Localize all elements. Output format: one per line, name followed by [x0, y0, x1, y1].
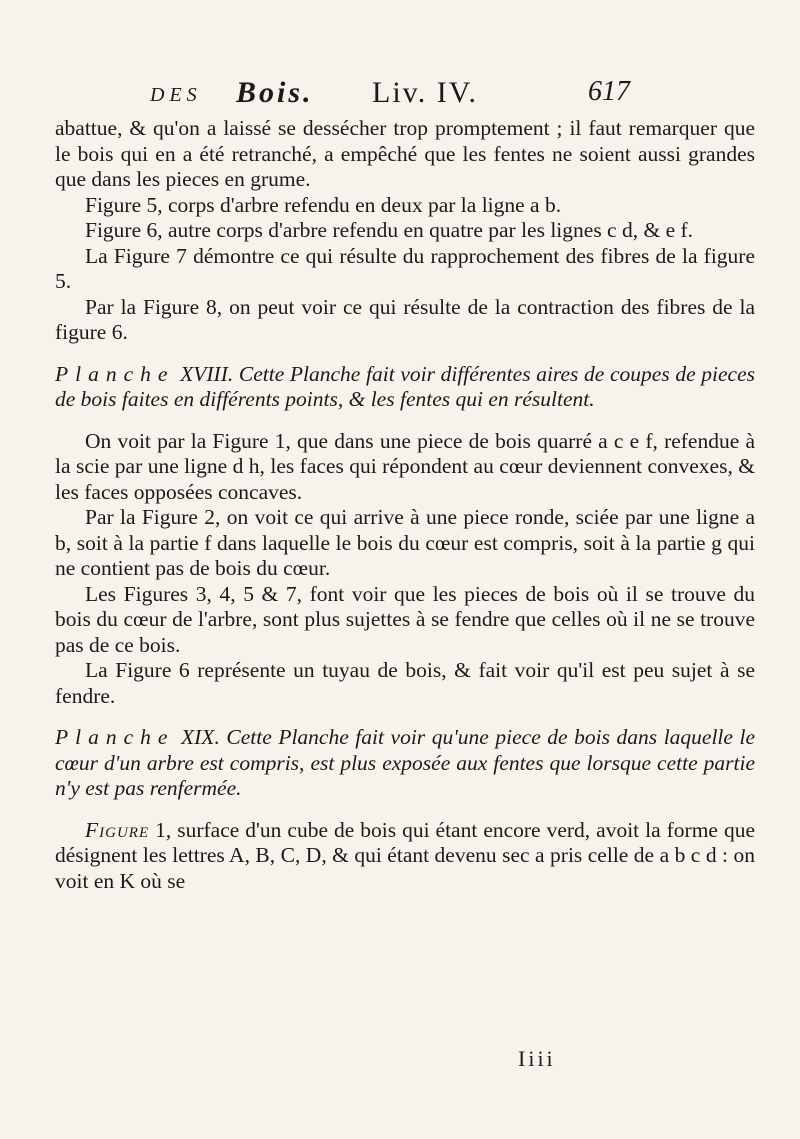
page-body [55, 116, 755, 894]
paragraph: Figure 6, autre corps d'arbre refendu en quatre par les lignes c d, & e f. [85, 218, 694, 242]
paragraph: Figure 5, corps d'arbre refendu en deux par la ligne a b. [85, 192, 562, 217]
plate-label: Planche [55, 725, 175, 749]
plate-xix-caption [55, 725, 755, 802]
paragraph: abattue, & qu'on a laissé se dessécher trop promptement ; il faut remarquer que le bois qui en a été retranché, a empêché que les fentes ne soient aussi grandes que dans les pieces en grume. [55, 116, 755, 191]
plate-description: Cette Planche fait voir différentes aires de coupes de pieces de bois faites en différents points, & les fentes qui en résultent. [55, 361, 756, 411]
paragraph-figure-1 [55, 818, 755, 895]
plate-description: Cette Planche fait voir qu'une piece de bois dans laquelle le cœur d'un arbre est compris, est plus exposée aux fentes que lorsque cette partie n'y est pas renfermée. [55, 725, 756, 800]
header-des: DES [150, 84, 202, 106]
paragraph: Par la Figure 2, on voit ce qui arrive à une piece ronde, sciée par une ligne a b, soit à la partie f dans laquelle le bois du cœur est compris, soit à la partie g qui ne contient pas de bois du cœur. [55, 505, 755, 580]
paragraph: La Figure 7 démontre ce qui résulte du rapprochement des fibres de la figure 5. [55, 243, 755, 293]
page-number: 617 [588, 76, 630, 107]
paragraph: On voit par la Figure 1, que dans une piece de bois quarré a c e f, refendue à la scie par une ligne d h, les faces qui répondent au cœur deviennent convexes, & les faces opposées concaves. [55, 428, 755, 504]
plate-xviii-caption [55, 362, 755, 413]
paragraph: Par la Figure 8, on peut voir ce qui résulte de la contraction des fibres de la figure 6. [55, 294, 755, 344]
plate-label: Planche [55, 361, 175, 386]
figure-lead: Figure [85, 817, 150, 842]
signature-mark: Iiii [518, 1046, 556, 1071]
plate-number: XVIII. [180, 361, 234, 386]
header-bois: Bois. [236, 76, 314, 109]
paragraph: Les Figures 3, 4, 5 & 7, font voir que les pieces de bois où il se trouve du bois du cœur de l'arbre, sont plus sujettes à se fendre que celles où il ne se trouve pas de ce bois. [55, 581, 755, 657]
paragraph: La Figure 6 représente un tuyau de bois, & fait voir qu'il est peu sujet à se fendre. [55, 658, 755, 708]
figure-text: 1, surface d'un cube de bois qui étant encore verd, avoit la forme que désignent les lettres A, B, C, D, & qui étant devenu sec a pris celle de a b c d : on voit en K où se [55, 817, 756, 893]
running-header [150, 72, 630, 112]
header-book: Liv. IV. [372, 76, 478, 109]
plate-number: XIX. [181, 725, 220, 749]
